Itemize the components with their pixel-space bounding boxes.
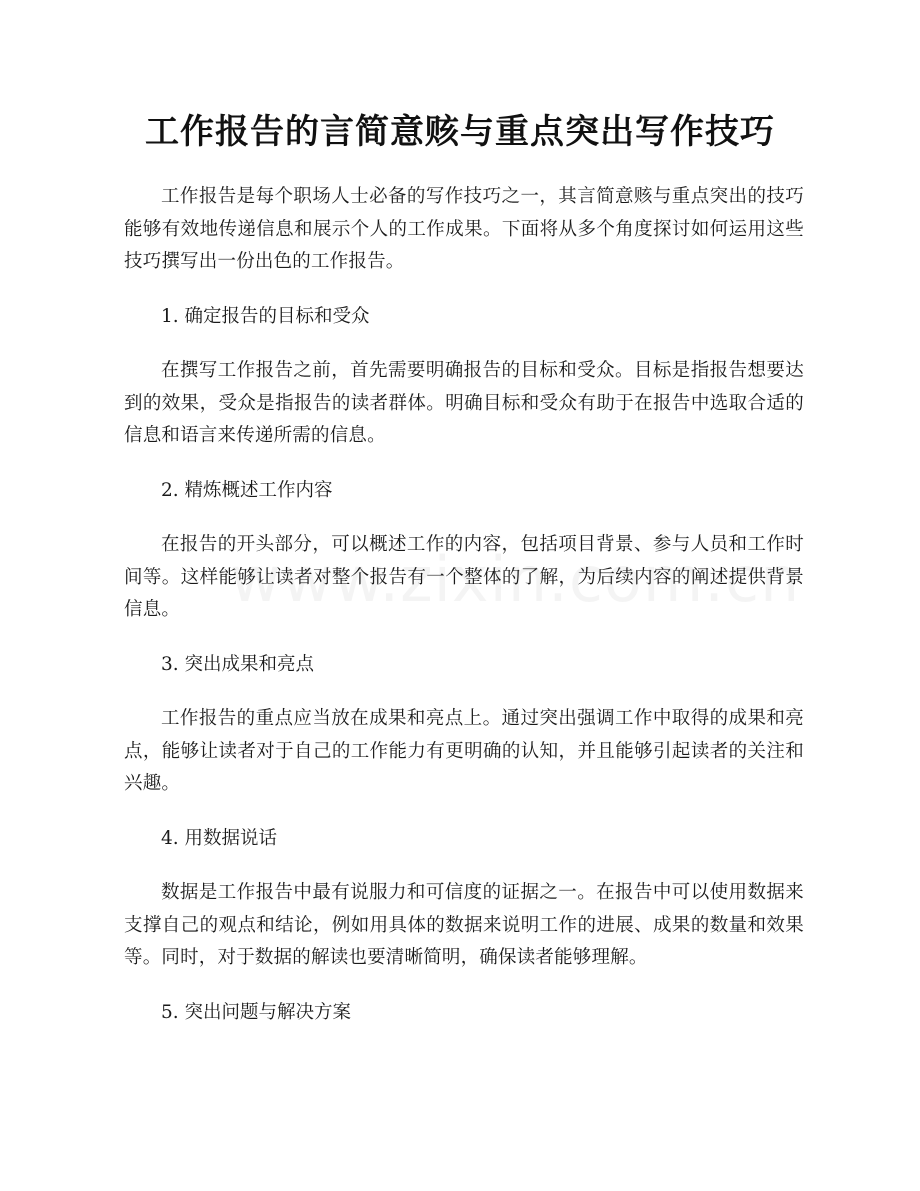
intro-paragraph: 工作报告是每个职场人士必备的写作技巧之一，其言简意赅与重点突出的技巧能够有效地传递信息和展示个人的工作成果。下面将从多个角度探讨如何运用这些技巧撰写出一份出色的工作报告。	[124, 186, 804, 272]
section-body-2: 在报告的开头部分，可以概述工作的内容，包括项目背景、参与人员和工作时间等。这样能够让读者对整个报告有一个整体的了解，为后续内容的阐述提供背景信息。	[124, 534, 804, 620]
document-title: 工作报告的言简意赅与重点突出写作技巧	[145, 112, 775, 152]
document-body	[124, 181, 804, 1029]
section-heading-2: 2. 精炼概述工作内容	[161, 479, 333, 501]
section-heading-3: 3. 突出成果和亮点	[161, 653, 315, 675]
section-heading-1: 1. 确定报告的目标和受众	[161, 305, 370, 327]
section-heading-5: 5. 突出问题与解决方案	[161, 1001, 352, 1023]
section-body-4: 数据是工作报告中最有说服力和可信度的证据之一。在报告中可以使用数据来支撑自己的观点和结论，例如用具体的数据来说明工作的进展、成果的数量和效果等。同时，对于数据的解读也要清晰简明，确保读者能够理解。	[124, 882, 804, 968]
section-body-1: 在撰写工作报告之前，首先需要明确报告的目标和受众。目标是指报告想要达到的效果，受众是指报告的读者群体。明确目标和受众有助于在报告中选取合适的信息和语言来传递所需的信息。	[124, 360, 804, 446]
section-heading-4: 4. 用数据说话	[161, 827, 278, 849]
section-body-3: 工作报告的重点应当放在成果和亮点上。通过突出强调工作中取得的成果和亮点，能够让读者对于自己的工作能力有更明确的认知，并且能够引起读者的关注和兴趣。	[124, 708, 804, 794]
